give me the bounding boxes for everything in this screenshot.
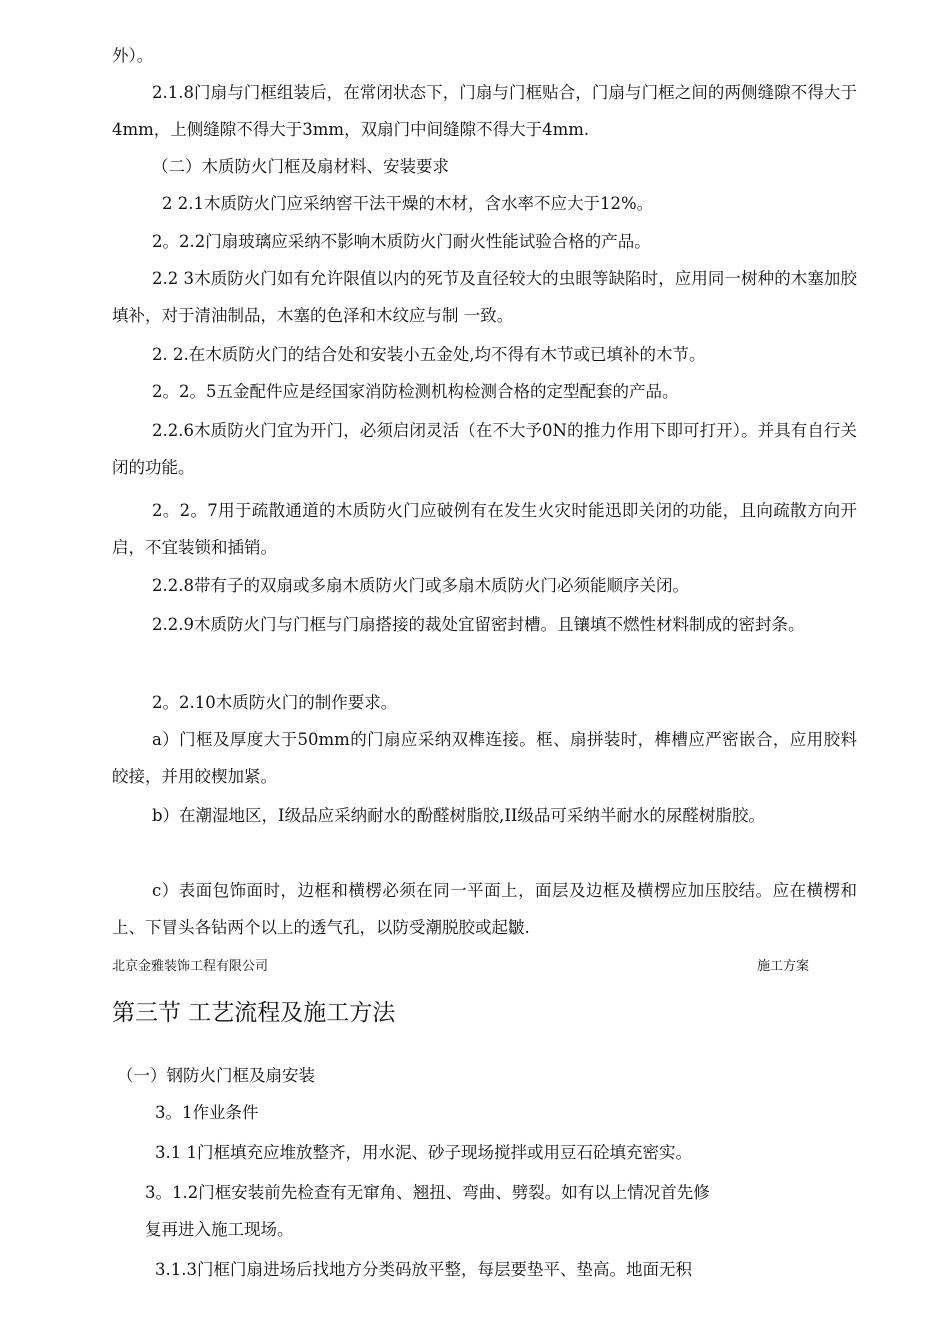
paragraph-3-1-2-continued: 复再进入施工现场。 bbox=[145, 1220, 294, 1239]
paragraph-item-b: b）在潮湿地区，I级品应采纳耐水的酚醛树脂胶,II级品可采纳半耐水的尿醛树脂胶。 bbox=[152, 806, 765, 825]
paragraph-3-1-3: 3.1.3门框门扇进场后找地方分类码放平整，每层要垫平、垫高。地面无积 bbox=[155, 1260, 692, 1279]
paragraph-item-a: a）门框及厚度大于50mm的门扇应采纳双榫连接。框、扇拼装时，榫槽应严密嵌合，应用胶料皎接，并用皎楔加紧。 bbox=[112, 730, 857, 786]
paragraph-2-2-8: 2.2.8带有子的双扇或多扇木质防火门或多扇木质防火门必须能顺序关闭。 bbox=[152, 576, 689, 595]
paragraph-2-2-7: 2。2。7用于疏散通道的木质防火门应破例有在发生火灾时能迅即关闭的功能，且向疏散方向开启，不宜装锁和插销。 bbox=[112, 501, 857, 557]
paragraph-2-2-4: 2. 2.在木质防火门的结合处和安装小五金处,均不得有木节或已填补的木节。 bbox=[152, 345, 706, 364]
paragraph-2-2-10: 2。2.10木质防火门的制作要求。 bbox=[152, 693, 398, 712]
paragraph-3-1-1: 3.1 1门框填充应堆放整齐，用水泥、砂子现场搅拌或用豆石砼填充密实。 bbox=[155, 1143, 692, 1162]
footer-company-name: 北京金雅装饰工程有限公司 bbox=[112, 959, 269, 974]
subsection-heading-steel-door: （一）钢防火门框及扇安装 bbox=[117, 1066, 315, 1085]
paragraph-continuation: 外）。 bbox=[112, 46, 154, 65]
paragraph-2-1-8: 2.1.8门扇与门框组装后，在常闭状态下，门扇与门框贴合，门扇与门框之间的两侧缝隙不得大于4mm，上侧缝隙不得大于3mm，双扇门中间缝隙不得大于4mm. bbox=[112, 83, 857, 139]
paragraph-2-2-9: 2.2.9木质防火门与门框与门扇搭接的裁处宜留密封槽。且镶填不燃性材料制成的密封条。 bbox=[152, 615, 805, 634]
paragraph-2-2-5: 2。2。5五金配件应是经国家消防检测机构检测合格的定型配套的产品。 bbox=[152, 382, 679, 401]
subsection-heading-wood-door: （二）木质防火门框及扇材料、安装要求 bbox=[152, 157, 449, 176]
paragraph-2-2-1: 2 2.1木质防火门应采纳窖干法干燥的木材，含水率不应大于12%。 bbox=[162, 194, 654, 213]
paragraph-3-1-2: 3。1.2门框安装前先检查有无窜角、翘扭、弯曲、劈裂。如有以上情况首先修 bbox=[145, 1183, 710, 1202]
footer-document-type: 施工方案 bbox=[757, 959, 810, 974]
paragraph-2-2-6: 2.2.6木质防火门宜为开门，必须启闭灵活（在不大予0N的推力作用下即可打开）。并具有自行关闭的功能。 bbox=[112, 421, 857, 477]
section-title: 第三节 工艺流程及施工方法 bbox=[112, 1000, 396, 1026]
paragraph-2-2-2: 2。2.2门扇玻璃应采纳不影响木质防火门耐火性能试验合格的产品。 bbox=[152, 232, 651, 251]
paragraph-item-c: c）表面包饰面时，边框和横楞必须在同一平面上，面层及边框及横楞应加压胶结。应在横楞和上、下冒头各钻两个以上的透气孔，以防受潮脱胶或起皺. bbox=[112, 881, 857, 937]
paragraph-3-1-heading: 3。1作业条件 bbox=[155, 1103, 259, 1122]
paragraph-2-2-3: 2.2 3木质防火门如有允许限值以内的死节及直径较大的虫眼等缺陷时，应用同一树种的木塞加胶填补，对于清油制品，木塞的色泽和木纹应与制 一致。 bbox=[112, 269, 857, 325]
